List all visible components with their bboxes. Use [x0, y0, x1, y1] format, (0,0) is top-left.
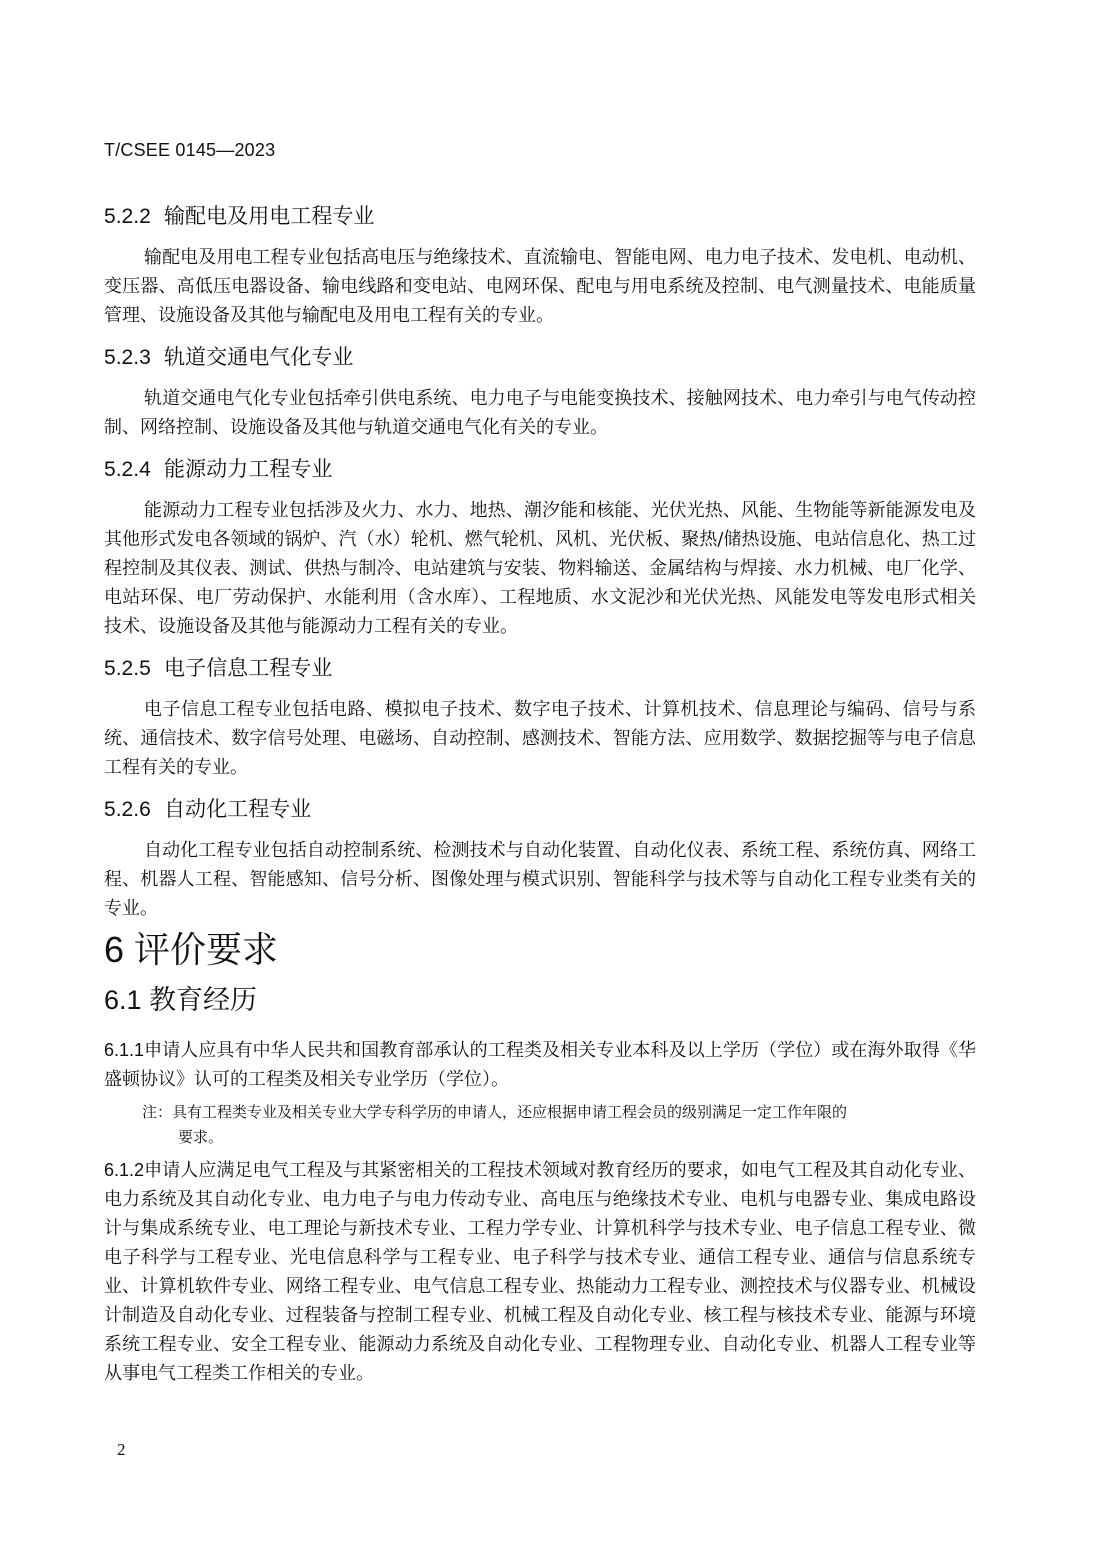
- clause-text: 申请人应具有中华人民共和国教育部承认的工程类及相关专业本科及以上学历（学位）或在海外取得《华盛顿协议》认可的工程类及相关专业学历（学位）。: [104, 1040, 976, 1090]
- clause-6-1-1: [104, 1036, 976, 1094]
- clause-6-1-2: [104, 1156, 976, 1388]
- section-heading-5-2-6: [104, 794, 976, 824]
- section-heading-5-2-4: [104, 454, 976, 484]
- note-text-line1: 具有工程类专业及相关专业大学专科学历的申请人，还应根据申请工程会员的级别满足一定工作年限的: [172, 1103, 848, 1121]
- section-title: 轨道交通电气化专业: [164, 344, 354, 369]
- section-paragraph-5-2-3: 轨道交通电气化专业包括牵引供电系统、电力电子与电能变换技术、接触网技术、电力牵引与电气传动控制、网络控制、设施设备及其他与轨道交通电气化有关的专业。: [104, 388, 976, 438]
- section-paragraph-5-2-4: 能源动力工程专业包括涉及火力、水力、地热、潮汐能和核能、光伏光热、风能、生物能等新能源发电及其他形式发电各领域的锅炉、汽（水）轮机、燃气轮机、风机、光伏板、聚热/储热设施、电站信息化、热工过程控制及其仪表、测试、供热与制冷、电站建筑与安装、物料输送、金属结构与焊接、水力机械、电厂化学、电站环保、电厂劳动保护、水能利用（含水库）、工程地质、水文泥沙和光伏光热、风能发电等发电形式相关技术、设施设备及其他与能源动力工程有关的专业。: [104, 500, 976, 637]
- note-label: 注：: [142, 1103, 173, 1121]
- section-number: 5.2.2: [104, 205, 151, 228]
- section-number: 5.2.4: [104, 458, 151, 481]
- chapter-title: 评价要求: [134, 930, 279, 971]
- clause-text: 申请人应满足电气工程及与其紧密相关的工程技术领域对教育经历的要求，如电气工程及其自动化专业、电力系统及其自动化专业、电力电子与电力传动专业、高电压与绝缘技术专业、电机与电器专业、集成电路设计与集成系统专业、电工理论与新技术专业、工程力学专业、计算机科学与技术专业、电子信息工程专业、微电子科学与工程专业、光电信息科学与工程专业、电子科学与技术专业、通信工程专业、通信与信息系统专业、计算机软件专业、网络工程专业、电气信息工程专业、热能动力工程专业、测控技术与仪器专业、机械设计制造及自动化专业、过程装备与控制工程专业、机械工程及自动化专业、核工程与核技术专业、能源与环境系统工程专业、安全工程专业、能源动力系统及自动化专业、工程物理专业、自动化专业、机器人工程专业等从事电气工程类工作相关的专业。: [104, 1160, 976, 1384]
- section-title: 能源动力工程专业: [164, 456, 333, 481]
- section-heading-5-2-5: [104, 653, 976, 683]
- chapter-heading: [104, 929, 976, 971]
- section-number: 5.2.3: [104, 346, 151, 369]
- subchapter-heading: [104, 986, 976, 1015]
- subchapter-number: 6.1: [104, 985, 142, 1015]
- section-title: 输配电及用电工程专业: [164, 203, 375, 228]
- section-paragraph-5-2-5: 电子信息工程专业包括电路、模拟电子技术、数字电子技术、计算机技术、信息理论与编码、信号与系统、通信技术、数字信号处理、电磁场、自动控制、感测技术、智能方法、应用数学、数据挖掘等与电子信息工程有关的专业。: [104, 699, 976, 778]
- section-title: 自动化工程专业: [164, 796, 312, 821]
- section-heading-5-2-3: [104, 342, 976, 372]
- clause-number: 6.1.2: [104, 1160, 145, 1180]
- note-text-line2: 要求。: [178, 1128, 224, 1146]
- document-body: [104, 192, 976, 1388]
- section-heading-5-2-2: [104, 201, 976, 231]
- section-number: 5.2.6: [104, 798, 151, 821]
- subchapter-title: 教育经历: [149, 985, 257, 1016]
- note: [142, 1100, 976, 1150]
- section-paragraph-5-2-6: 自动化工程专业包括自动控制系统、检测技术与自动化装置、自动化仪表、系统工程、系统仿真、网络工程、机器人工程、智能感知、信号分析、图像处理与模式识别、智能科学与技术等与自动化工程专业类有关的专业。: [104, 840, 976, 919]
- section-number: 5.2.5: [104, 657, 151, 680]
- section-paragraph-5-2-2: 输配电及用电工程专业包括高电压与绝缘技术、直流输电、智能电网、电力电子技术、发电机、电动机、变压器、高低压电器设备、输电线路和变电站、电网环保、配电与用电系统及控制、电气测量技术、电能质量管理、设施设备及其他与输配电及用电工程有关的专业。: [104, 247, 976, 326]
- clause-number: 6.1.1: [104, 1040, 145, 1060]
- page-number: 2: [117, 1440, 126, 1459]
- section-title: 电子信息工程专业: [164, 655, 333, 680]
- standard-code-header: T/CSEE 0145—2023: [104, 140, 276, 160]
- chapter-number: 6: [104, 929, 125, 970]
